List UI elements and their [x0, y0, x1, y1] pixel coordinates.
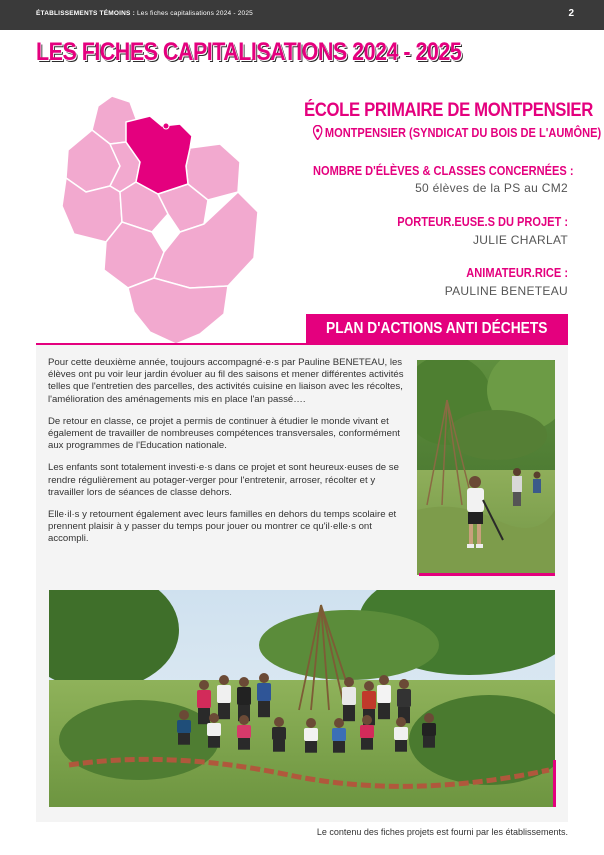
section-subtitle: Les fiches capitalisations 2024 - 2025	[136, 10, 253, 17]
footer-note: Le contenu des fiches projets est fourni par les établissements.	[316, 827, 568, 837]
map-pin-icon	[313, 125, 322, 143]
actions-banner	[306, 314, 568, 344]
section-label: ÉTABLISSEMENTS TÉMOINS :	[36, 10, 135, 17]
syndicate-name: (SYNDICAT DU BOIS DE L'AUMÔNE)	[409, 125, 602, 140]
facilitator-label: ANIMATEUR.RICE :	[466, 265, 568, 280]
body-paragraph: Les enfants sont totalement investi·e·s dans ce projet et sont heureux·euses de se rendre régulièrement au potager-verger pour l'entretenir, arroser, récolter et y travailler lors de séances de classe dehors.	[48, 462, 399, 498]
project-lead-label: PORTEUR.EUSE.S DU PROJET :	[397, 214, 568, 229]
students-value: 50 élèves de la PS au CM2	[415, 181, 568, 195]
map-location-marker	[163, 123, 169, 129]
school-location	[313, 125, 602, 143]
page-title: LES FICHES CAPITALISATIONS 2024 - 2025	[36, 38, 462, 66]
students-label: NOMBRE D'ÉLÈVES & CLASSES CONCERNÉES :	[313, 163, 574, 178]
photo-accent-line	[553, 760, 556, 807]
map-region-far-south	[128, 278, 228, 344]
banner-divider	[36, 343, 568, 345]
top-bar	[0, 0, 604, 30]
garden-photo-group	[49, 590, 555, 807]
garden-photo-child	[417, 360, 555, 575]
location-name: MONTPENSIER	[324, 125, 406, 140]
body-paragraph: De retour en classe, ce projet a permis de continuer à étudier le monde vivant et également de travailler de nombreuses compétences transversales, conformément aux programmes de l'Education nationale.	[48, 415, 400, 452]
photo-accent-line	[419, 573, 555, 576]
department-map	[40, 82, 290, 352]
map-region-highlighted	[126, 116, 192, 194]
body-paragraph: Pour cette deuxième année, toujours accompagné·e·s par Pauline BENETEAU, les élèves ont pu voir leur jardin évoluer au fil des saisons et mener différentes activités telles que l'entretien des parcelles, des activités cuisine en liaison avec les récoltes, l'amélioration des aménagements mis en place l'an passé….	[48, 357, 404, 405]
facilitator-value: PAULINE BENETEAU	[444, 284, 568, 298]
body-paragraph: Elle·il·s y retournent également avec leurs familles en dehors du temps scolaire et prennent plaisir à y passer du temps pour jouer ou montrer ce qu'il·elle·s ont accompli.	[48, 509, 397, 545]
project-lead-value: JULIE CHARLAT	[472, 233, 568, 247]
actions-banner-label: PLAN D'ACTIONS ANTI DÉCHETS	[326, 320, 548, 337]
body-text	[48, 357, 408, 556]
page-number: 2	[568, 8, 574, 19]
running-header	[36, 10, 253, 17]
school-name: ÉCOLE PRIMAIRE DE MONTPENSIER	[304, 100, 593, 121]
